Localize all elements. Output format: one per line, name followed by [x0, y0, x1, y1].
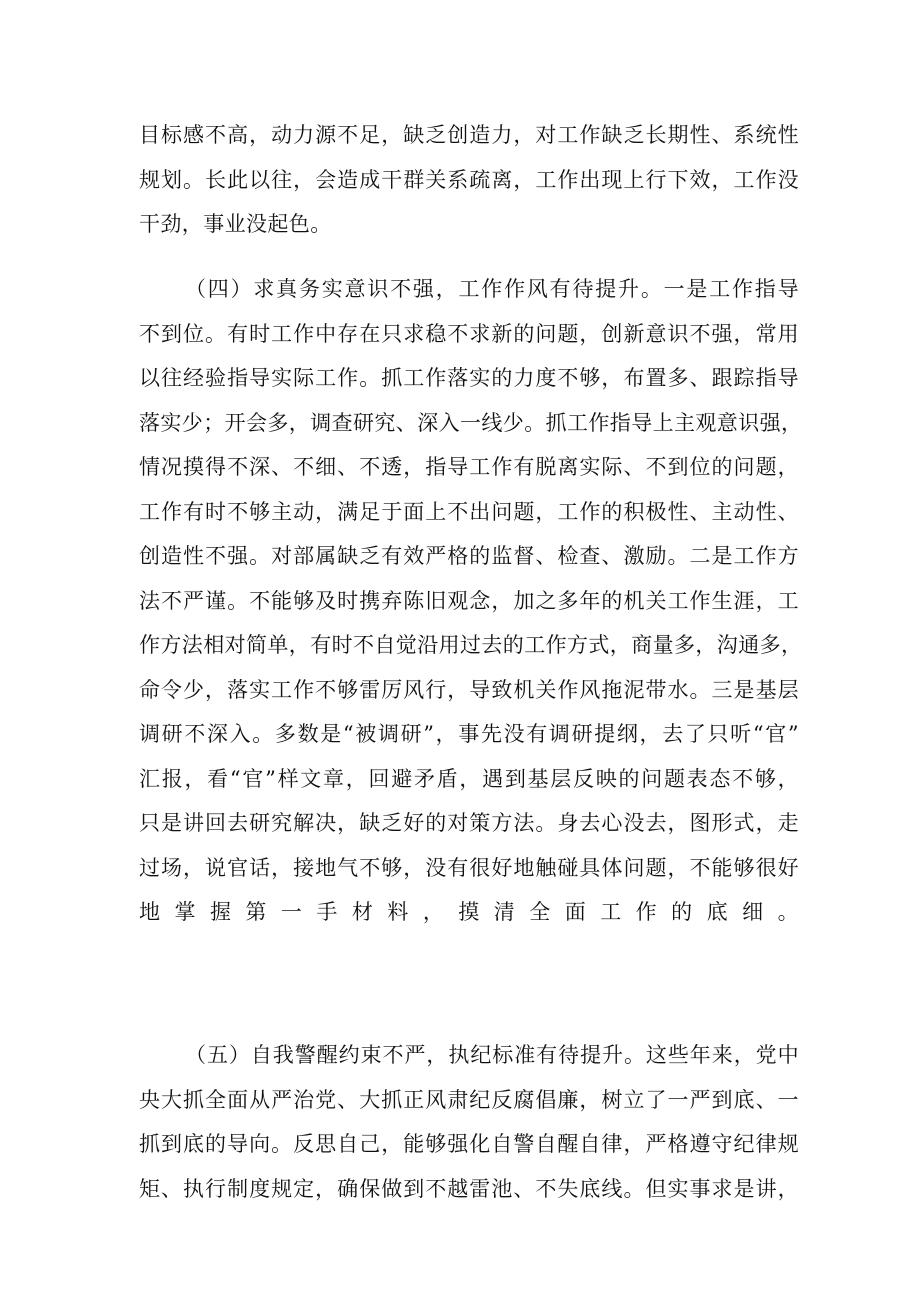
text-line: 央大抓全面从严治党、大抓正风肃纪反腐倡廉，树立了一严到底、一: [139, 1087, 799, 1112]
text-line: 命令少，落实工作不够雷厉风行，导致机关作风拖泥带水。三是基层: [139, 677, 799, 702]
text-line: 过场，说官话，接地气不够，没有很好地触碰具体问题，不能够很好: [139, 855, 799, 880]
text-line: 汇报，看“官”样文章，回避矛盾，遇到基层反映的问题表态不够，: [139, 766, 799, 791]
text-line: 落实少；开会多，调查研究、深入一线少。抓工作指导上主观意识强，: [139, 410, 803, 435]
text-line: 作方法相对简单，有时不自觉沿用过去的工作方式，商量多，沟通多，: [139, 633, 803, 657]
text-line: 情况摸得不深、不细、不透，指导工作有脱离实际、不到位的问题，: [139, 455, 799, 479]
text-line: （四）求真务实意识不强，工作作风有待提升。一是工作指导: [185, 277, 799, 301]
text-line: 只是讲回去研究解决，缺乏好的对策方法。身去心没去，图形式，走: [139, 811, 799, 835]
text-line: 地掌握第一手材料，摸清全面工作的底细。: [139, 900, 799, 924]
paragraph-section-four: [139, 267, 803, 935]
text-line: 法不严谨。不能够及时携弃陈旧观念，加之多年的机关工作生涯，工: [139, 588, 799, 613]
paragraph-section-five: [139, 1033, 799, 1211]
text-line: 干劲，事业没起色。: [139, 212, 332, 236]
paragraph-continuation: [139, 113, 799, 247]
text-line: 调研不深入。多数是“被调研”，事先没有调研提纲，去了只听“官”: [139, 722, 799, 746]
text-line: 规划。长此以往，会造成干群关系疏离，工作出现上行下效，工作没: [139, 167, 799, 192]
text-line: 工作有时不够主动，满足于面上不出问题，工作的积极性、主动性、: [139, 499, 799, 524]
text-line: 不到位。有时工作中存在只求稳不求新的问题，创新意识不强，常用: [139, 321, 799, 346]
text-line: 以往经验指导实际工作。抓工作落实的力度不够，布置多、跟踪指导: [139, 366, 799, 390]
text-line: 抓到底的导向。反思自己，能够强化自警自醒自律，严格遵守纪律规: [139, 1132, 799, 1156]
text-line: （五）自我警醒约束不严，执纪标准有待提升。这些年来，党中: [185, 1043, 799, 1067]
text-line: 矩、执行制度规定，确保做到不越雷池、不失底线。但实事求是讲，: [139, 1176, 799, 1201]
text-line: 创造性不强。对部属缺乏有效严格的监督、检查、激励。二是工作方: [139, 544, 799, 568]
text-line: 目标感不高，动力源不足，缺乏创造力，对工作缺乏长期性、系统性: [139, 123, 799, 147]
